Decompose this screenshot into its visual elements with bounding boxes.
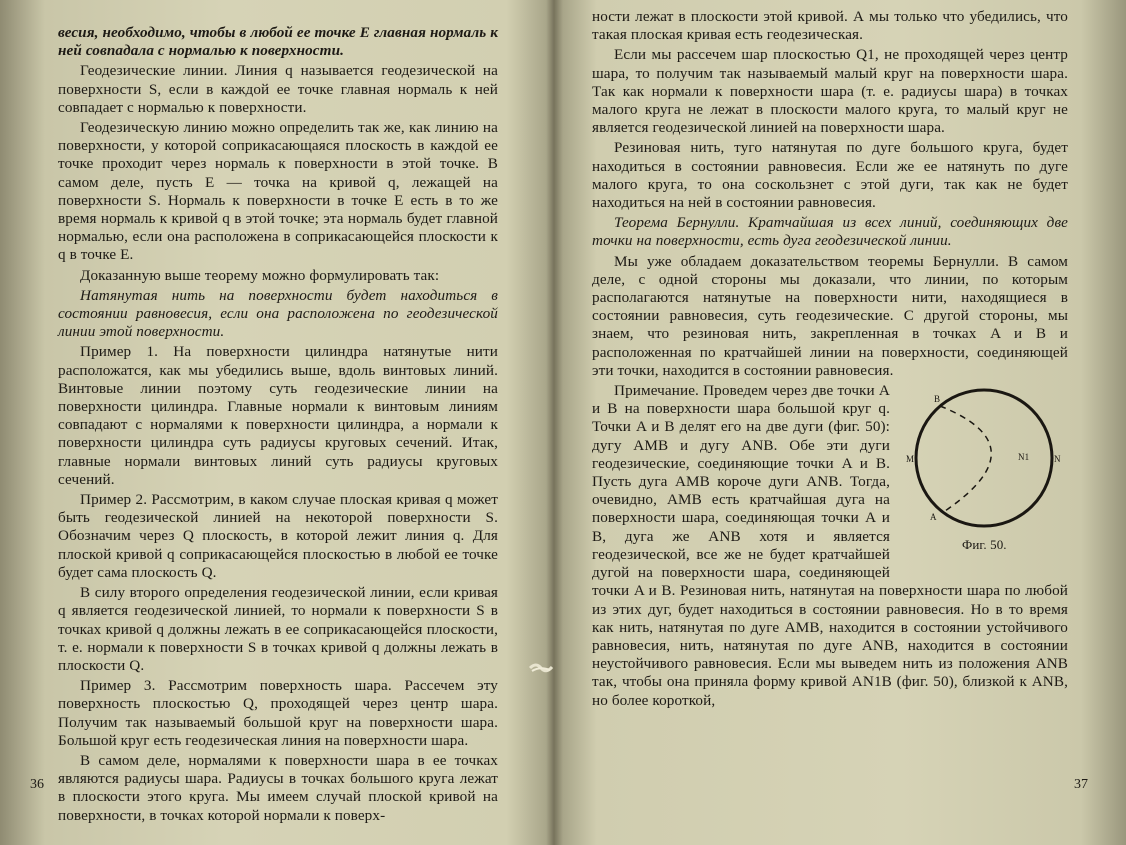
paragraph: В силу второго определения геодезической линии, если кривая q является геодезической линией, то нормали к поверхности S в точках кривой q должны лежать в ее соприкасающейся плоскости, т. е. нормали к поверхности S в точках кривой q должны лежать в плоскости Q. [58, 584, 498, 674]
great-circle [916, 390, 1052, 526]
paragraph: Пример 1. На поверхности цилиндра натянутые нити расположатся, как мы убедились выше, вдоль винтовых линий. Винтовые линии поэтому суть геодезические линии на поверхности цилиндра. Главные нормали к винтовым линиям совпадают с нормалями к поверхности цилиндра, а нормали к поверхности цилиндра суть радиусы круговых сечений. Итак, главные нормали винтовых линий суть радиусы круговых сечений. [58, 343, 498, 488]
paragraph: Геодезические линии. Линия q называется геодезической на поверхности S, если в каждой ее точке главная нормаль к ней совпадает с нормалью к поверхности. [58, 62, 498, 116]
paragraph: Геодезическую линию можно определить так же, как линию на поверхности, у которой соприкасающаяся плоскость в каждой ее точке проходит через нормаль к поверхности в этой точке. В самом деле, пусть E — точка на кривой q, лежащей на поверхности S. Нормаль к поверхности в точке E есть в то же время нормаль к кривой q в этой точке; эта нормаль будет главной нормалью, если она расположена в соприкасающейся плоскости к q в точке E. [58, 119, 498, 264]
paragraph: Пример 3. Рассмотрим поверхность шара. Рассечем эту поверхность плоскостью Q, проходящей через центр шара. Получим так называемый большой круг на поверхности шара. Большой круг есть геодезическая линия на поверхности шара. [58, 677, 498, 749]
theorem-statement: Натянутая нить на поверхности будет находиться в состоянии равновесия, если она расположена по геодезической линии этой поверхности. [58, 286, 498, 341]
label-n: N [1054, 454, 1061, 465]
left-page [0, 0, 548, 845]
binding-thread [528, 658, 554, 678]
paragraph: В самом деле, нормалями к поверхности шара в ее точках являются радиусы шара. Радиусы в точках большого круга лежат в плоскости этого круга. Мы имеем случай плоской кривой на поверхности, в точках которой нормали к поверх- [58, 751, 498, 824]
label-m: M [906, 454, 915, 465]
label-b: B [934, 394, 941, 405]
label-n1: N1 [1018, 452, 1030, 463]
paragraph: весия, необходимо, чтобы в любой ее точке E главная нормаль к ней совпадала с нормалью к поверхности. [58, 24, 498, 60]
page-number: 36 [30, 777, 44, 792]
paragraph: Мы уже обладаем доказательством теоремы Бернулли. В самом деле, с одной стороны мы доказали, что линии, по которым располагаются натянутые на поверхности нити, находящиеся в состоянии равновесия, суть геодезические. С другой стороны, мы знаем, что резиновая нить, закрепленная в точках A и B и расположенная по кратчайшей линии на поверхности, соединяющей эти точки, находится в состоянии равновесия. [592, 252, 1068, 379]
label-a: A [930, 512, 937, 523]
right-page [556, 0, 1126, 845]
great-circle-diagram [900, 386, 1068, 536]
paragraph: ности лежат в плоскости этой кривой. А мы только что убедились, что такая плоская кривая есть геодезическая. [592, 8, 1068, 44]
theorem-bernoulli: Теорема Бернулли. Кратчайшая из всех линий, соединяющих две точки на поверхности, есть дуга геодезической линии. [592, 214, 1068, 250]
paragraph: Резиновая нить, туго натянутая по дуге большого круга, будет находиться в состоянии равновесия. Если же ее натянуть по дуге малого круга, то она соскользнет с этой дуги, так как не будет находиться на ней в состоянии равновесия. [592, 139, 1068, 212]
right-page-text [592, 8, 1068, 712]
paragraph: Доказанную выше теорему можно формулировать так: [80, 266, 440, 284]
curve-an1b [940, 406, 991, 511]
figure-caption: Фиг. 50. [962, 537, 1007, 553]
paragraph: Если мы рассечем шар плоскостью Q1, не проходящей через центр шара, то получим так называемый малый круг на поверхности шара. Так как нормали к поверхности шара (т. е. радиусы шара) в точках малого круга не лежат в плоскости малого круга, то малый круг не является геодезической линией на поверхности шара. [592, 46, 1068, 137]
paragraph: Пример 2. Рассмотрим, в каком случае плоская кривая q может быть геодезической линией на некоторой поверхности S. Обозначим через Q плоскость, в которой лежит линия q. Для плоской кривой q соприкасающейся плоскостью в любой ее точке будет сама плоскость Q. [58, 491, 498, 581]
page-number: 37 [1074, 777, 1088, 792]
figure-50 [900, 386, 1068, 576]
left-page-text [58, 24, 498, 827]
paragraph: Примечание. Проведем через две точки A и B на поверхности шара большой круг q. Точки A и B делят его на две дуги (фиг. 50): дугу AMB и дугу ANB. Обе эти дуги геодезические, соединяющие точки A и B. Пусть дуга AMB короче дуги ANB. Тогда, очевидно, AMB есть кратчайшая дуга на поверхности шара, соединяющая точки A и B, дуга же ANB хотя и является геодезической, все же не будет кратчайшей дугой на поверхности шара, соединяющей точки A и B. Резиновая нить, натянутая на поверхности шара по любой из этих дуг, будет находиться в состоянии равновесия. Но в то время как нить, натянутая по дуге AMB, находится в состоянии устойчивого равновесия, нить, натянутая по дуге ANB, находится в состоянии неустойчивого равновесия. Если мы выведем нить из положения ANB так, чтобы она приняла форму кривой AN1B (фиг. 50), близкой к ANB, но более короткой, [592, 382, 1068, 709]
